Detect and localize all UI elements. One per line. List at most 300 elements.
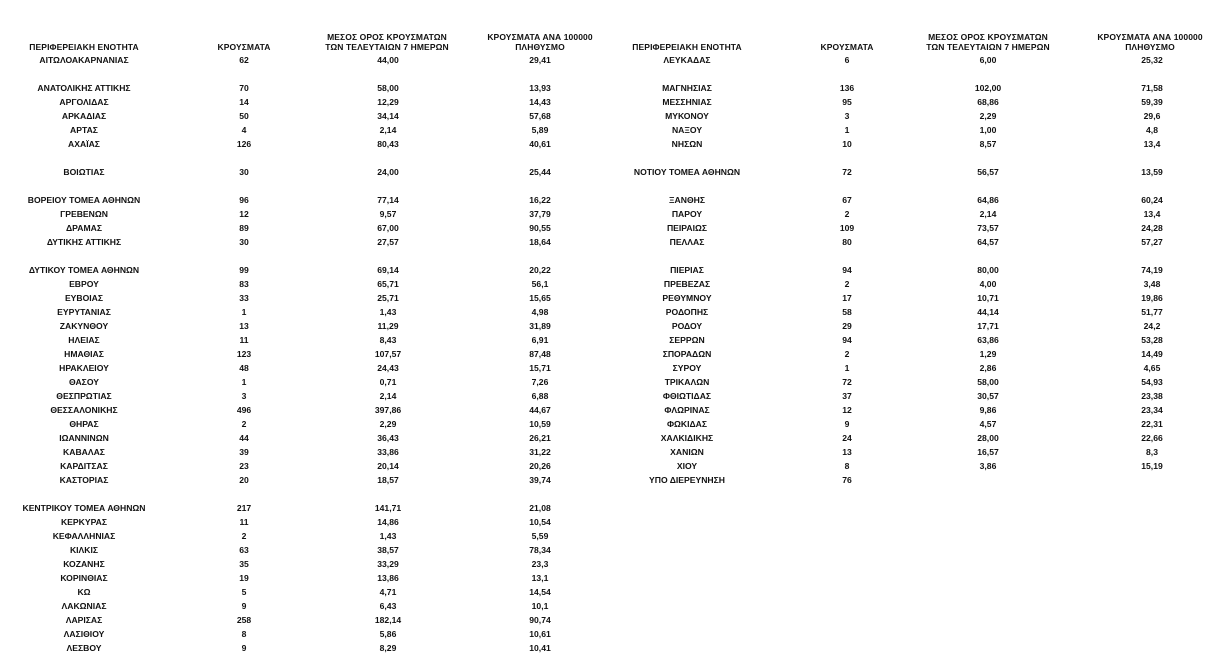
header-avg7-line1: ΜΕΣΟΣ ΟΡΟΣ ΚΡΟΥΣΜΑΤΩΝ — [327, 32, 447, 42]
cell-region: ΧΑΛΚΙΔΙΚΗΣ — [660, 433, 714, 443]
cell-region: ΣΕΡΡΩΝ — [669, 335, 705, 345]
cell-region: ΚΟΖΑΝΗΣ — [63, 559, 105, 569]
cell-region: ΗΡΑΚΛΕΙΟΥ — [59, 363, 109, 373]
cell-avg7: 67,00 — [377, 223, 399, 233]
cell-avg7: 69,14 — [377, 265, 399, 275]
cell-region: ΥΠΟ ΔΙΕΡΕΥΝΗΣΗ — [649, 475, 725, 485]
cell-region: ΜΥΚΟΝΟΥ — [665, 111, 709, 121]
cell-cases: 126 — [236, 139, 252, 149]
cell-cases: 11 — [239, 335, 249, 345]
cell-region: ΖΑΚΥΝΘΟΥ — [59, 321, 109, 331]
table-row — [0, 166, 620, 179]
cell-per100k: 31,89 — [529, 321, 551, 331]
cell-per100k: 44,67 — [529, 405, 551, 415]
header-avg7-line2: ΤΩΝ ΤΕΛΕΥΤΑΙΩΝ 7 ΗΜΕΡΩΝ — [926, 42, 1050, 52]
cell-region: ΧΙΟΥ — [676, 461, 698, 471]
cell-per100k: 24,28 — [1141, 223, 1163, 233]
cell-per100k: 57,68 — [529, 111, 551, 121]
header-per100k-line1: ΚΡΟΥΣΜΑΤΑ ΑΝΑ 100000 — [1097, 32, 1203, 42]
cell-cases: 50 — [239, 111, 249, 121]
cell-per100k: 87,48 — [529, 349, 551, 359]
cell-region: ΗΛΕΙΑΣ — [68, 335, 100, 345]
cell-cases: 19 — [239, 573, 249, 583]
cell-per100k: 8,3 — [1146, 447, 1158, 457]
cell-cases: 9 — [844, 419, 850, 429]
cell-avg7: 3,86 — [979, 461, 997, 471]
cell-cases: 20 — [239, 475, 249, 485]
cell-region: ΘΕΣΣΑΛΟΝΙΚΗΣ — [50, 405, 118, 415]
cell-per100k: 13,93 — [529, 83, 551, 93]
cell-per100k: 22,66 — [1141, 433, 1163, 443]
cell-per100k: 10,61 — [529, 629, 551, 639]
cell-region: ΕΒΡΟΥ — [69, 279, 99, 289]
cell-avg7: 14,86 — [377, 517, 399, 527]
cell-region: ΦΛΩΡΙΝΑΣ — [664, 405, 710, 415]
table-row — [0, 628, 620, 641]
cell-avg7: 2,14 — [379, 125, 397, 135]
header-avg7 — [325, 32, 449, 52]
cell-per100k: 10,54 — [529, 517, 551, 527]
cell-region: ΑΡΤΑΣ — [70, 125, 98, 135]
table-row — [0, 376, 620, 389]
cell-cases: 2 — [844, 279, 850, 289]
cell-region: ΜΕΣΣΗΝΙΑΣ — [662, 97, 712, 107]
cell-avg7: 107,57 — [374, 349, 402, 359]
cell-region: ΣΥΡΟΥ — [672, 363, 702, 373]
header-per100k-line1: ΚΡΟΥΣΜΑΤΑ ΑΝΑ 100000 — [487, 32, 593, 42]
cell-region: ΝΗΣΩΝ — [671, 139, 703, 149]
cell-avg7: 20,14 — [377, 461, 399, 471]
cell-cases: 13 — [239, 321, 249, 331]
header-region: ΠΕΡΙΦΕΡΕΙΑΚΗ ΕΝΟΤΗΤΑ — [632, 42, 742, 52]
table-row — [0, 292, 620, 305]
table-row — [620, 446, 1222, 459]
cell-per100k: 23,3 — [531, 559, 549, 569]
header-per100k-line2: ΠΛΗΘΥΣΜΟ — [1125, 42, 1175, 52]
cell-region: ΙΩΑΝΝΙΝΩΝ — [59, 433, 109, 443]
cell-cases: 1 — [844, 125, 850, 135]
cell-cases: 4 — [241, 125, 247, 135]
cell-avg7: 36,43 — [377, 433, 399, 443]
cell-avg7: 34,14 — [377, 111, 399, 121]
cell-region: ΑΙΤΩΛΟΑΚΑΡΝΑΝΙΑΣ — [39, 55, 129, 65]
cell-region: ΠΕΛΛΑΣ — [669, 237, 705, 247]
cell-avg7: 0,71 — [379, 377, 397, 387]
cell-avg7: 64,86 — [977, 195, 999, 205]
cell-cases: 99 — [239, 265, 249, 275]
cell-avg7: 27,57 — [377, 237, 399, 247]
cell-region: ΑΡΚΑΔΙΑΣ — [61, 111, 107, 121]
cell-per100k: 31,22 — [529, 447, 551, 457]
cell-region: ΚΑΒΑΛΑΣ — [63, 447, 105, 457]
table-row — [620, 334, 1222, 347]
cell-region: ΜΑΓΝΗΣΙΑΣ — [662, 83, 712, 93]
cell-region: ΛΑΣΙΘΙΟΥ — [63, 629, 105, 639]
table-row — [0, 96, 620, 109]
cell-avg7: 30,57 — [977, 391, 999, 401]
cell-avg7: 11,29 — [377, 321, 399, 331]
cell-cases: 2 — [844, 349, 850, 359]
cell-avg7: 1,00 — [979, 125, 997, 135]
cell-avg7: 65,71 — [377, 279, 399, 289]
cell-cases: 14 — [239, 97, 249, 107]
cell-cases: 76 — [842, 475, 852, 485]
table-row — [620, 418, 1222, 431]
cell-avg7: 16,57 — [977, 447, 999, 457]
cell-cases: 6 — [844, 55, 850, 65]
table-row — [0, 54, 620, 67]
cell-per100k: 5,59 — [531, 531, 549, 541]
cell-region: ΛΕΣΒΟΥ — [66, 643, 102, 653]
cell-per100k: 20,22 — [529, 265, 551, 275]
cell-region: ΡΟΔΟΠΗΣ — [665, 307, 709, 317]
table-row — [620, 96, 1222, 109]
cell-per100k: 10,1 — [531, 601, 549, 611]
cell-cases: 3 — [241, 391, 247, 401]
cell-cases: 2 — [241, 531, 247, 541]
cell-cases: 258 — [236, 615, 252, 625]
cell-cases: 109 — [839, 223, 855, 233]
cell-avg7: 64,57 — [977, 237, 999, 247]
cell-cases: 23 — [239, 461, 249, 471]
cell-per100k: 60,24 — [1141, 195, 1163, 205]
cell-per100k: 53,28 — [1141, 335, 1163, 345]
left-table-header — [0, 0, 620, 56]
cell-region: ΠΡΕΒΕΖΑΣ — [663, 279, 711, 289]
cell-region: ΚΑΡΔΙΤΣΑΣ — [60, 461, 108, 471]
cell-cases: 95 — [842, 97, 852, 107]
cell-avg7: 24,43 — [377, 363, 399, 373]
cell-region: ΑΝΑΤΟΛΙΚΗΣ ΑΤΤΙΚΗΣ — [37, 83, 131, 93]
cell-region: ΚΕΝΤΡΙΚΟΥ ΤΟΜΕΑ ΑΘΗΝΩΝ — [22, 503, 146, 513]
cell-avg7: 2,14 — [379, 391, 397, 401]
header-per100k — [487, 32, 592, 52]
table-row — [0, 222, 620, 235]
cell-per100k: 5,89 — [531, 125, 549, 135]
cell-cases: 1 — [844, 363, 850, 373]
table-row — [0, 614, 620, 627]
cell-cases: 70 — [239, 83, 249, 93]
cell-avg7: 8,43 — [379, 335, 397, 345]
cell-avg7: 1,43 — [379, 531, 397, 541]
cell-per100k: 25,32 — [1141, 55, 1163, 65]
cell-cases: 8 — [844, 461, 850, 471]
cell-cases: 30 — [239, 237, 249, 247]
cell-per100k: 39,74 — [529, 475, 551, 485]
cell-cases: 37 — [842, 391, 852, 401]
cell-avg7: 12,29 — [377, 97, 399, 107]
cell-region: ΚΑΣΤΟΡΙΑΣ — [59, 475, 109, 485]
right-table — [620, 0, 1222, 658]
cell-avg7: 2,29 — [379, 419, 397, 429]
cell-cases: 9 — [241, 601, 247, 611]
cell-avg7: 33,86 — [377, 447, 399, 457]
cell-region: ΕΥΡΥΤΑΝΙΑΣ — [57, 307, 111, 317]
cell-avg7: 1,29 — [979, 349, 997, 359]
cell-per100k: 90,55 — [529, 223, 551, 233]
cell-cases: 39 — [239, 447, 249, 457]
cell-per100k: 59,39 — [1141, 97, 1163, 107]
cell-region: ΔΥΤΙΚΗΣ ΑΤΤΙΚΗΣ — [46, 237, 122, 247]
cell-cases: 496 — [236, 405, 252, 415]
table-row — [620, 264, 1222, 277]
cell-per100k: 19,86 — [1141, 293, 1163, 303]
table-row — [0, 572, 620, 585]
table-row — [620, 166, 1222, 179]
cell-per100k: 13,59 — [1141, 167, 1163, 177]
table-row — [0, 334, 620, 347]
cell-cases: 24 — [842, 433, 852, 443]
cell-cases: 58 — [842, 307, 852, 317]
table-row — [0, 306, 620, 319]
cell-per100k: 13,4 — [1143, 139, 1161, 149]
table-row — [0, 208, 620, 221]
cell-cases: 44 — [239, 433, 249, 443]
cell-cases: 2 — [844, 209, 850, 219]
cell-cases: 17 — [842, 293, 852, 303]
cell-cases: 35 — [239, 559, 249, 569]
cell-avg7: 17,71 — [977, 321, 999, 331]
table-row — [0, 586, 620, 599]
cell-per100k: 20,26 — [529, 461, 551, 471]
cell-cases: 30 — [239, 167, 249, 177]
header-per100k-line2: ΠΛΗΘΥΣΜΟ — [515, 42, 565, 52]
cell-avg7: 63,86 — [977, 335, 999, 345]
cell-per100k: 15,19 — [1141, 461, 1163, 471]
cell-per100k: 78,34 — [529, 545, 551, 555]
cell-cases: 89 — [239, 223, 249, 233]
table-row — [0, 418, 620, 431]
table-row — [0, 320, 620, 333]
cell-region: ΚΕΡΚΥΡΑΣ — [60, 517, 108, 527]
table-row — [0, 460, 620, 473]
cell-per100k: 40,61 — [529, 139, 551, 149]
cell-avg7: 44,14 — [977, 307, 999, 317]
cell-region: ΒΟΡΕΙΟΥ ΤΟΜΕΑ ΑΘΗΝΩΝ — [27, 195, 141, 205]
cell-region: ΛΕΥΚΑΔΑΣ — [663, 55, 711, 65]
table-row — [620, 362, 1222, 375]
cell-cases: 1 — [241, 307, 247, 317]
cell-cases: 72 — [842, 167, 852, 177]
header-avg7-line2: ΤΩΝ ΤΕΛΕΥΤΑΙΩΝ 7 ΗΜΕΡΩΝ — [325, 42, 449, 52]
cell-avg7: 5,86 — [379, 629, 397, 639]
cell-avg7: 58,00 — [977, 377, 999, 387]
cell-region: ΛΑΚΩΝΙΑΣ — [61, 601, 107, 611]
table-row — [620, 376, 1222, 389]
cell-avg7: 6,43 — [379, 601, 397, 611]
table-row — [620, 194, 1222, 207]
cell-per100k: 54,93 — [1141, 377, 1163, 387]
cell-cases: 80 — [842, 237, 852, 247]
cell-per100k: 3,48 — [1143, 279, 1161, 289]
cell-cases: 67 — [842, 195, 852, 205]
table-row — [620, 54, 1222, 67]
cell-per100k: 23,38 — [1141, 391, 1163, 401]
cell-per100k: 13,4 — [1143, 209, 1161, 219]
cell-region: ΔΥΤΙΚΟΥ ΤΟΜΕΑ ΑΘΗΝΩΝ — [28, 265, 140, 275]
cell-region: ΑΧΑΪΑΣ — [68, 139, 100, 149]
cell-region: ΚΟΡΙΝΘΙΑΣ — [60, 573, 108, 583]
table-row — [0, 404, 620, 417]
cell-per100k: 4,65 — [1143, 363, 1161, 373]
cell-per100k: 74,19 — [1141, 265, 1163, 275]
cell-per100k: 51,77 — [1141, 307, 1163, 317]
cell-per100k: 56,1 — [531, 279, 549, 289]
cell-cases: 29 — [842, 321, 852, 331]
cell-avg7: 2,86 — [979, 363, 997, 373]
table-row — [0, 516, 620, 529]
table-row — [620, 320, 1222, 333]
cell-region: ΧΑΝΙΩΝ — [670, 447, 704, 457]
table-row — [620, 278, 1222, 291]
cell-per100k: 57,27 — [1141, 237, 1163, 247]
cell-per100k: 24,2 — [1143, 321, 1161, 331]
table-row — [620, 404, 1222, 417]
table-row — [620, 82, 1222, 95]
table-row — [0, 264, 620, 277]
cell-avg7: 9,57 — [379, 209, 397, 219]
cell-avg7: 1,43 — [379, 307, 397, 317]
cell-region: ΝΟΤΙΟΥ ΤΟΜΕΑ ΑΘΗΝΩΝ — [633, 167, 741, 177]
table-row — [620, 432, 1222, 445]
table-row — [620, 292, 1222, 305]
cell-avg7: 4,00 — [979, 279, 997, 289]
cell-avg7: 68,86 — [977, 97, 999, 107]
cell-avg7: 6,00 — [979, 55, 997, 65]
cell-avg7: 24,00 — [377, 167, 399, 177]
table-row — [0, 642, 620, 655]
cell-cases: 123 — [236, 349, 252, 359]
cell-per100k: 14,49 — [1141, 349, 1163, 359]
cell-region: ΒΟΙΩΤΙΑΣ — [63, 167, 105, 177]
cell-cases: 217 — [236, 503, 252, 513]
right-table-header — [620, 0, 1222, 56]
cell-avg7: 28,00 — [977, 433, 999, 443]
cell-per100k: 23,34 — [1141, 405, 1163, 415]
cell-region: ΚΙΛΚΙΣ — [69, 545, 99, 555]
table-row — [620, 138, 1222, 151]
table-row — [620, 460, 1222, 473]
cell-cases: 13 — [842, 447, 852, 457]
table-row — [620, 124, 1222, 137]
cell-cases: 33 — [239, 293, 249, 303]
table-row — [0, 544, 620, 557]
cell-cases: 2 — [241, 419, 247, 429]
cell-per100k: 16,22 — [529, 195, 551, 205]
cell-region: ΠΑΡΟΥ — [671, 209, 703, 219]
cell-per100k: 25,44 — [529, 167, 551, 177]
cell-region: ΡΟΔΟΥ — [671, 321, 703, 331]
table-row — [0, 110, 620, 123]
cell-per100k: 10,41 — [529, 643, 551, 653]
table-row — [0, 348, 620, 361]
cell-region: ΗΜΑΘΙΑΣ — [64, 349, 104, 359]
cell-region: ΠΕΙΡΑΙΩΣ — [666, 223, 708, 233]
cell-region: ΔΡΑΜΑΣ — [66, 223, 102, 233]
cell-per100k: 4,8 — [1146, 125, 1158, 135]
header-per100k — [1097, 32, 1202, 52]
header-avg7 — [926, 32, 1050, 52]
cell-avg7: 77,14 — [377, 195, 399, 205]
cell-cases: 5 — [241, 587, 247, 597]
table-row — [0, 236, 620, 249]
cell-region: ΣΠΟΡΑΔΩΝ — [662, 349, 712, 359]
cell-avg7: 80,00 — [977, 265, 999, 275]
cell-cases: 94 — [842, 335, 852, 345]
cell-per100k: 26,21 — [529, 433, 551, 443]
cell-cases: 1 — [241, 377, 247, 387]
cell-per100k: 14,43 — [529, 97, 551, 107]
cell-per100k: 15,71 — [529, 363, 551, 373]
table-row — [0, 82, 620, 95]
table-row — [620, 348, 1222, 361]
cell-cases: 83 — [239, 279, 249, 289]
cell-region: ΡΕΘΥΜΝΟΥ — [662, 293, 712, 303]
cell-avg7: 25,71 — [377, 293, 399, 303]
cell-avg7: 10,71 — [977, 293, 999, 303]
cell-per100k: 90,74 — [529, 615, 551, 625]
table-row — [620, 222, 1222, 235]
header-avg7-line1: ΜΕΣΟΣ ΟΡΟΣ ΚΡΟΥΣΜΑΤΩΝ — [928, 32, 1048, 42]
cell-avg7: 80,43 — [377, 139, 399, 149]
cell-region: ΘΕΣΠΡΩΤΙΑΣ — [56, 391, 112, 401]
cell-per100k: 29,6 — [1143, 111, 1161, 121]
cell-per100k: 6,91 — [531, 335, 549, 345]
cell-cases: 3 — [844, 111, 850, 121]
cell-per100k: 71,58 — [1141, 83, 1163, 93]
cell-avg7: 9,86 — [979, 405, 997, 415]
cell-per100k: 7,26 — [531, 377, 549, 387]
table-row — [620, 208, 1222, 221]
table-row — [620, 236, 1222, 249]
cell-avg7: 58,00 — [377, 83, 399, 93]
cell-per100k: 15,65 — [529, 293, 551, 303]
cell-cases: 12 — [842, 405, 852, 415]
cell-cases: 94 — [842, 265, 852, 275]
cell-cases: 8 — [241, 629, 247, 639]
cell-region: ΑΡΓΟΛΙΔΑΣ — [59, 97, 109, 107]
table-row — [0, 278, 620, 291]
cell-avg7: 18,57 — [377, 475, 399, 485]
cell-per100k: 18,64 — [529, 237, 551, 247]
table-row — [0, 362, 620, 375]
cell-cases: 11 — [239, 517, 249, 527]
table-row — [620, 390, 1222, 403]
cell-per100k: 37,79 — [529, 209, 551, 219]
cell-region: ΠΙΕΡΙΑΣ — [670, 265, 704, 275]
cell-region: ΘΑΣΟΥ — [69, 377, 99, 387]
cell-avg7: 4,57 — [979, 419, 997, 429]
cell-region: ΛΑΡΙΣΑΣ — [65, 615, 103, 625]
cell-avg7: 182,14 — [374, 615, 402, 625]
cell-region: ΞΑΝΘΗΣ — [669, 195, 705, 205]
table-row — [620, 474, 1222, 487]
cell-per100k: 13,1 — [531, 573, 549, 583]
cell-avg7: 13,86 — [377, 573, 399, 583]
cell-region: ΝΑΞΟΥ — [671, 125, 703, 135]
cell-region: ΓΡΕΒΕΝΩΝ — [60, 209, 108, 219]
table-row — [0, 432, 620, 445]
cell-region: ΤΡΙΚΑΛΩΝ — [664, 377, 710, 387]
table-row — [0, 446, 620, 459]
cell-per100k: 21,08 — [529, 503, 551, 513]
cell-avg7: 44,00 — [377, 55, 399, 65]
cell-region: ΕΥΒΟΙΑΣ — [64, 293, 104, 303]
table-row — [0, 530, 620, 543]
cell-cases: 62 — [239, 55, 249, 65]
cell-region: ΦΘΙΩΤΙΔΑΣ — [662, 391, 712, 401]
table-row — [0, 502, 620, 515]
